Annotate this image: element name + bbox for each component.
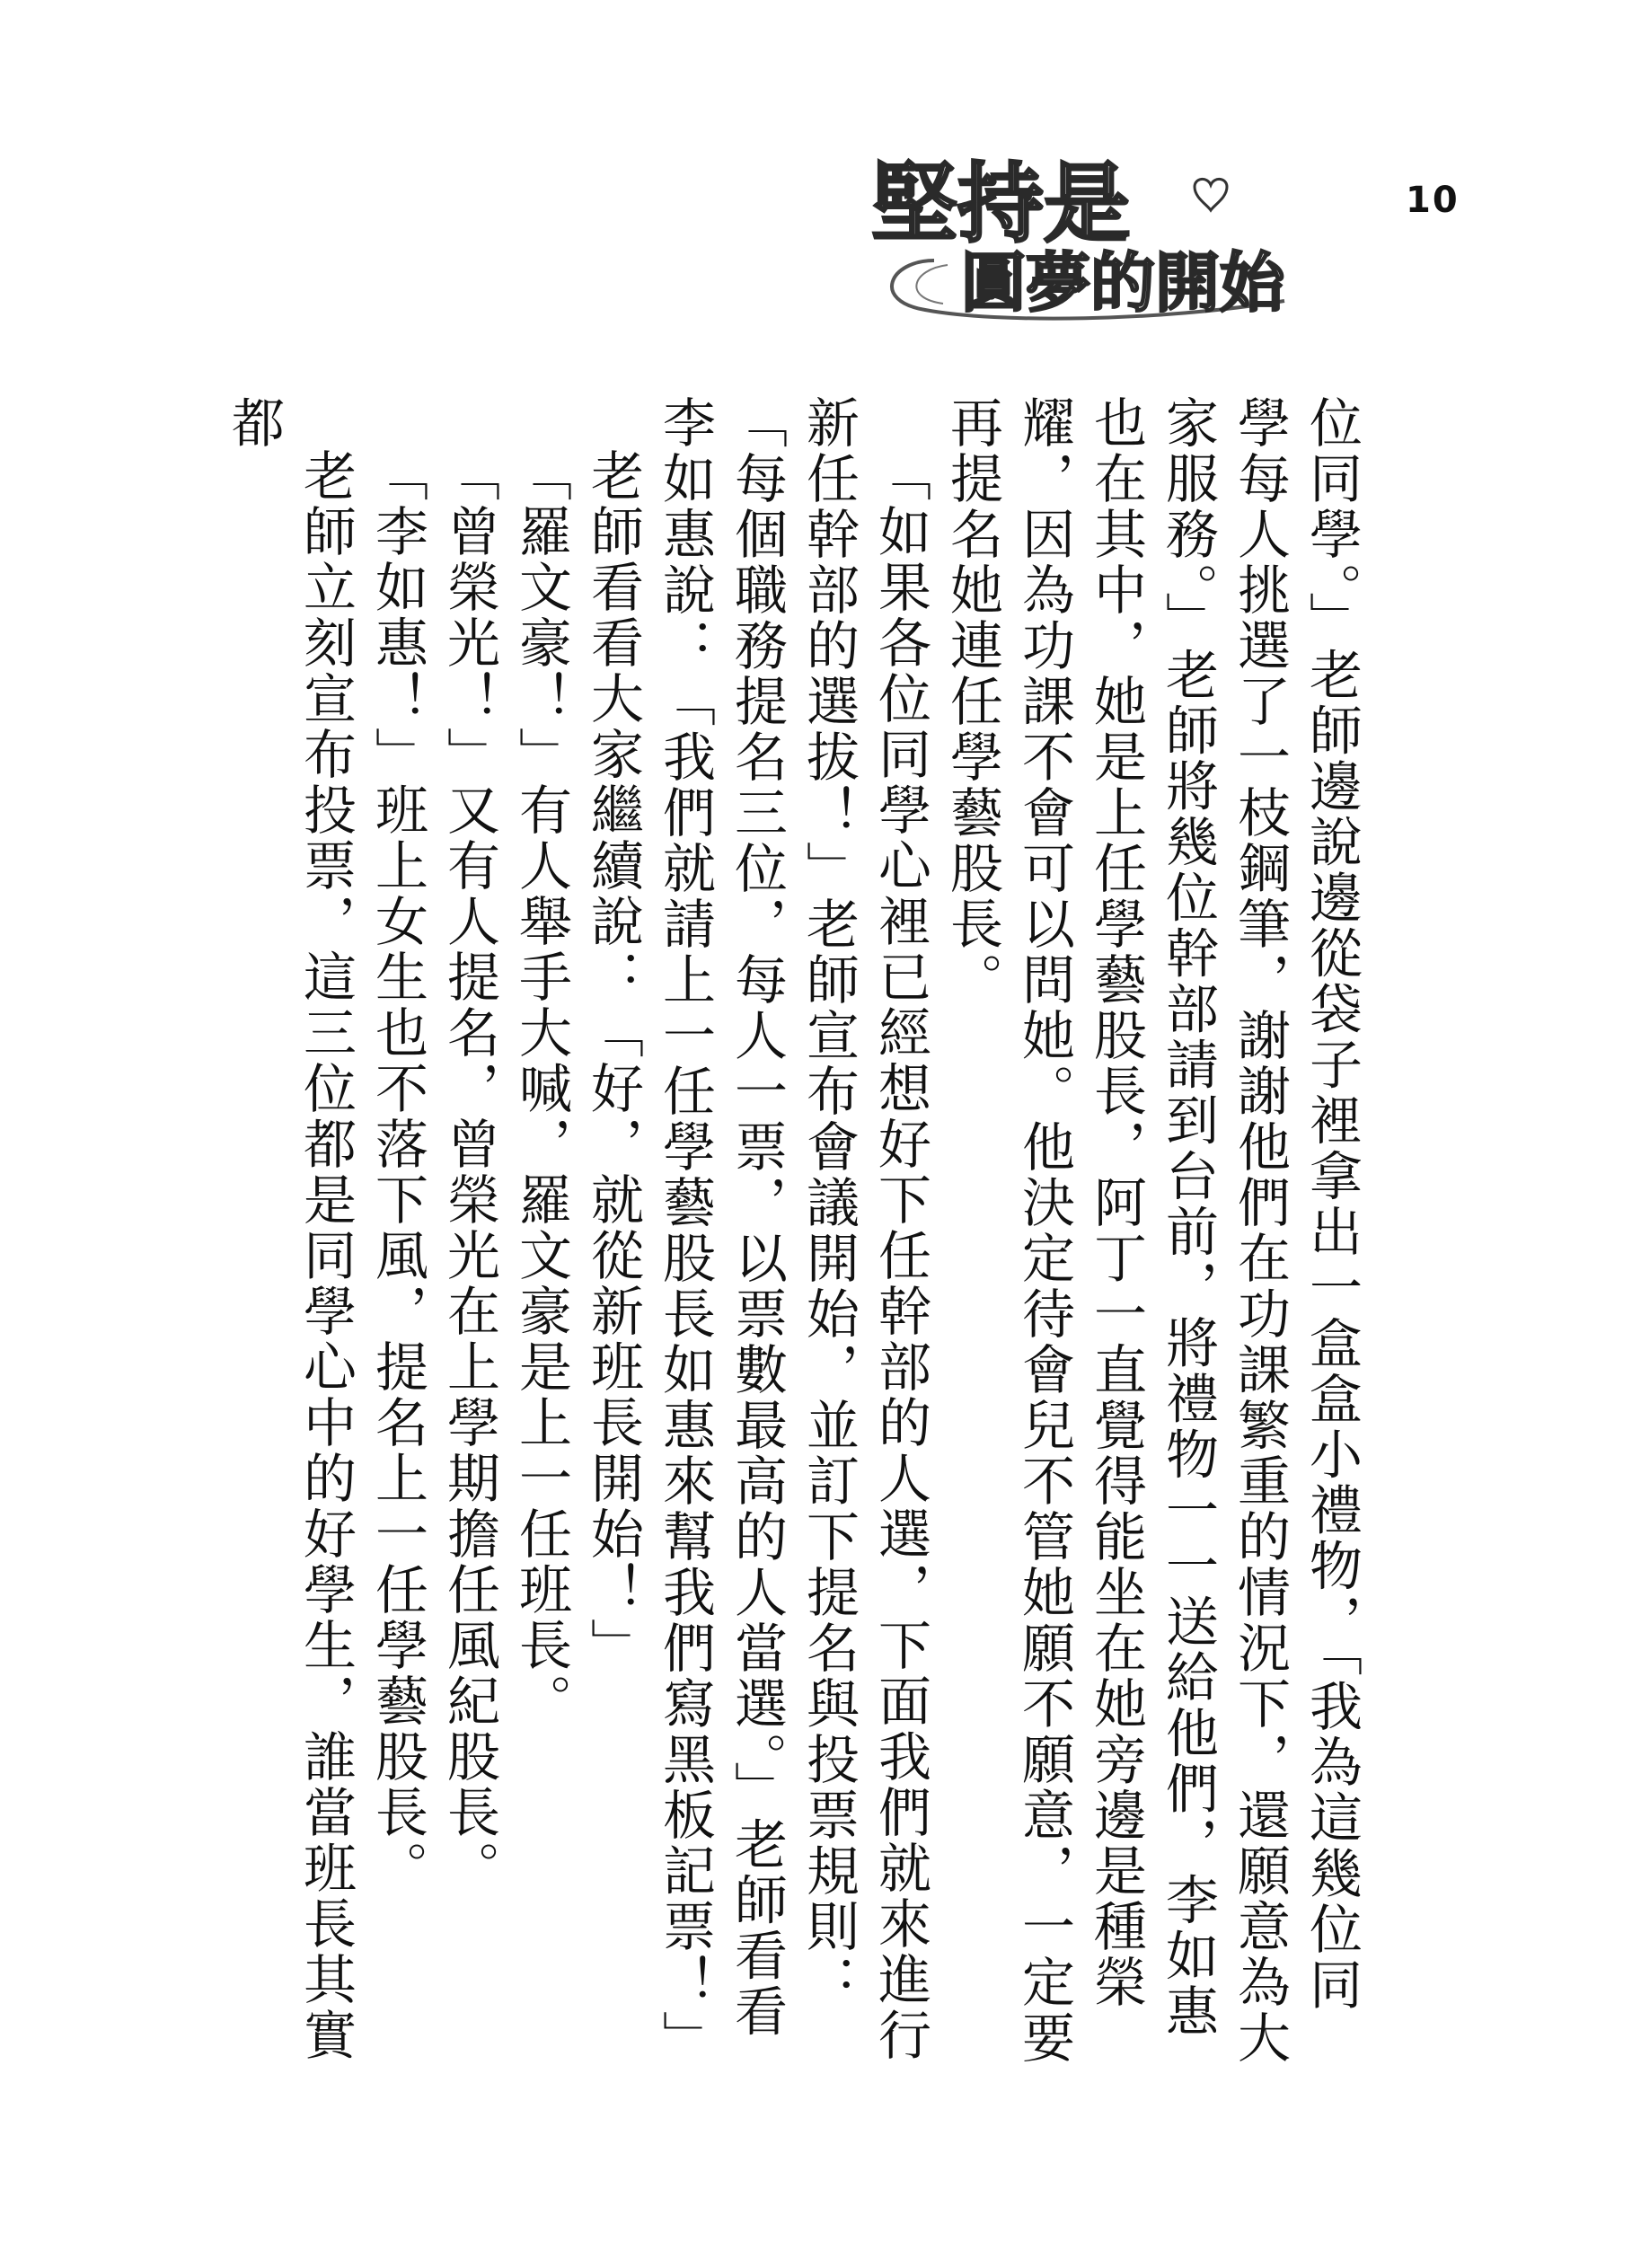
- paragraph: 「曾榮光！」又有人提名，曾榮光在上學期擔任風紀股長。: [438, 448, 500, 1896]
- paragraph: 「如果各位同學心裡已經想好下任幹部的人選，下面我們就來進行新任幹部的選拔！」老師宣布會議開始，並訂下提名與投票規則：「每個職務提名三位，每人一票，以票數最高的人當選。」老師看看李如惠說：「我們就請上一任學藝股長如惠來幫我們寫黑板記票！」: [654, 395, 931, 2066]
- heart-icon: [1195, 179, 1227, 210]
- book-title-header: [862, 135, 1365, 341]
- paragraph: 老師立刻宣布投票，這三位都是同學心中的好學生，誰當班長其實都: [223, 395, 357, 2063]
- paragraph: 老師看看大家繼續說：「好，就從新班長開始！」: [582, 448, 644, 1673]
- paragraph: 「李如惠！」班上女生也不落下風，提名上一任學藝股長。: [366, 448, 428, 1896]
- body-text: [223, 395, 1367, 2066]
- title-line-2: 圓夢的開始: [961, 244, 1285, 321]
- page-number: 10: [1406, 180, 1460, 221]
- paragraph: 「羅文豪！」有人舉手大喊，羅文豪是上一任班長。: [510, 448, 572, 1729]
- paragraph: 位同學。」老師邊說邊從袋子裡拿出一盒盒小禮物，「我為這幾位同學每人挑選了一枝鋼筆，謝謝他們在功課繁重的情況下，還願意為大家服務。」老師將幾位幹部請到台前，將禮物一一送給他們，李如惠也在其中，她是上任學藝股長，阿丁一直覺得能坐在她旁邊是種榮耀，因為功課不會可以問她。他決定待會兒不管她願不願意，一定要再提名她連任學藝股長。: [941, 395, 1363, 2066]
- title-swoosh-inner: [916, 265, 948, 304]
- title-logo: [862, 135, 1365, 341]
- title-line-1: 堅持是: [871, 153, 1130, 254]
